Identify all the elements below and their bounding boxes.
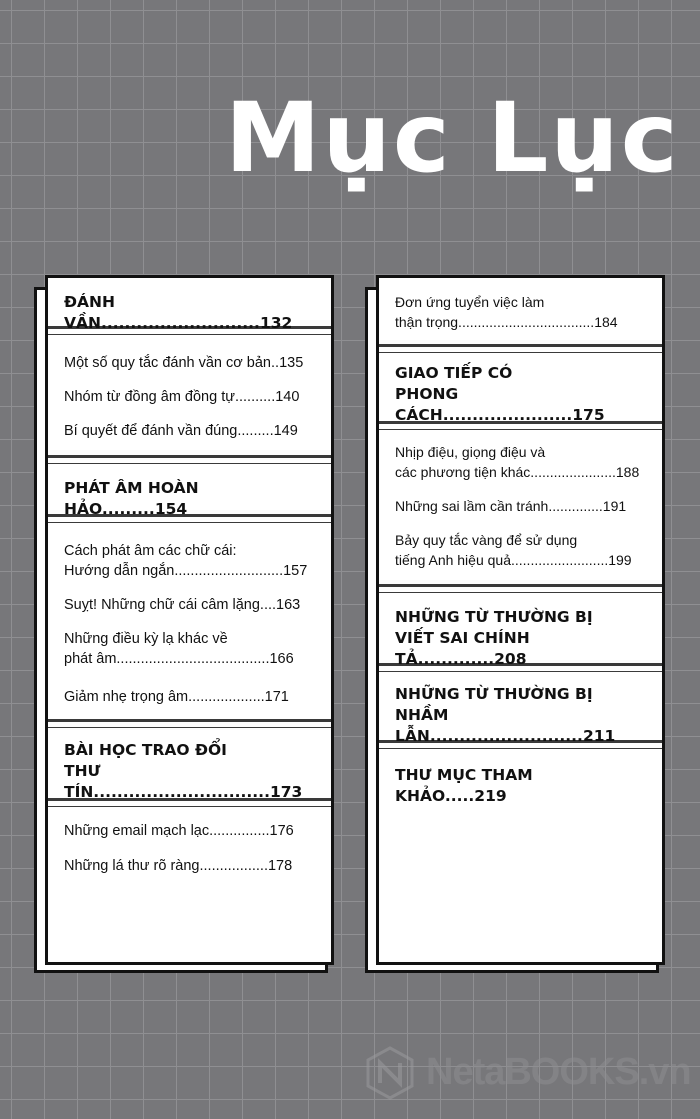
panel-body	[376, 275, 665, 965]
section-title: VIẾT SAI CHÍNH TẢ.............	[395, 629, 530, 668]
section-title: THƯ MỤC THAM KHẢO	[395, 766, 533, 805]
watermark	[362, 1045, 691, 1101]
leader-dots: .....	[444, 787, 475, 805]
page-number: 208	[494, 650, 527, 668]
page-number: 184	[594, 314, 618, 330]
section-title: THƯ TÍN..............................	[64, 762, 270, 801]
entry-text: Cách phát âm các chữ cái:	[64, 543, 237, 559]
section-title: PHONG CÁCH......................	[395, 385, 573, 424]
page-number: 140	[275, 389, 300, 405]
page-number: 149	[273, 423, 298, 439]
page-number: 154	[154, 500, 188, 518]
section-title: BÀI HỌC TRAO ĐỔI	[64, 741, 227, 759]
list-item[interactable]	[48, 373, 331, 407]
entry-text: Nhóm từ đồng âm đồng tự..........	[64, 389, 276, 405]
page-number: 211	[582, 727, 616, 745]
list-item[interactable]	[379, 516, 662, 584]
section-pronunciation[interactable]	[48, 464, 331, 518]
toc-panel-right	[365, 285, 665, 975]
list-item[interactable]	[48, 615, 331, 669]
panel-body	[45, 275, 334, 965]
list-item[interactable]	[379, 430, 662, 482]
section-title: NHỮNG TỪ THƯỜNG BỊ	[395, 608, 593, 626]
watermark-text: NetaBOOKS.vn	[426, 1051, 691, 1093]
list-item[interactable]	[48, 407, 331, 455]
divider	[48, 719, 331, 728]
section-confused[interactable]	[379, 672, 662, 745]
page-number: 166	[269, 651, 294, 667]
page-number: 163	[276, 597, 301, 613]
section-correspondence[interactable]	[48, 728, 331, 801]
page-number: 199	[608, 552, 632, 568]
entry-text: Những email mạch lạc...............	[64, 823, 270, 839]
leader-dots: ...........................	[100, 314, 260, 332]
entry-text: Nhịp điệu, giọng điệu và	[395, 444, 546, 460]
divider	[379, 344, 662, 353]
page-number: 171	[264, 689, 289, 705]
page-number: 178	[267, 858, 293, 874]
section-style[interactable]	[379, 353, 662, 424]
page-number: 132	[259, 314, 293, 332]
section-title: ĐÁNH VẦN	[64, 293, 115, 332]
toc-panel-left	[34, 285, 334, 975]
page-number: 173	[269, 783, 303, 801]
section-title: NHỮNG TỪ THƯỜNG BỊ	[395, 685, 593, 703]
section-misspelled[interactable]	[379, 593, 662, 668]
page-number: 188	[615, 464, 640, 480]
logo-icon	[362, 1045, 418, 1101]
page-number: 219	[474, 787, 507, 805]
page-number: 157	[283, 563, 308, 579]
divider	[379, 584, 662, 593]
leader-dots: .........	[101, 500, 155, 518]
list-item[interactable]	[48, 335, 331, 373]
entry-text: Bảy quy tắc vàng để sử dụng	[395, 532, 578, 548]
entry-text: Một số quy tắc đánh vần cơ bản..	[64, 355, 280, 371]
entry-text: Đơn ứng tuyển việc làm	[395, 294, 545, 310]
entry-text: các phương tiện khác......................	[395, 464, 616, 480]
list-item[interactable]	[48, 581, 331, 615]
entry-text: phát âm......................................	[64, 651, 270, 667]
section-title: GIAO TIẾP CÓ	[395, 364, 513, 382]
section-spelling[interactable]	[48, 278, 331, 332]
entry-text: Hướng dẫn ngắn...........................	[64, 563, 284, 579]
section-title: PHÁT ÂM HOÀN HẢO	[64, 479, 199, 518]
page-number: 175	[572, 406, 605, 424]
entry-text: thận trọng...................................	[395, 314, 595, 330]
entry-text: tiếng Anh hiệu quả.........................	[395, 552, 609, 568]
list-item[interactable]	[379, 278, 662, 344]
list-item[interactable]	[48, 841, 331, 876]
entry-text: Suỵt! Những chữ cái câm lặng....	[64, 597, 277, 613]
list-item[interactable]	[48, 669, 331, 719]
page-number: 135	[279, 355, 304, 371]
entry-text: Giảm nhẹ trọng âm...................	[64, 689, 265, 705]
section-bibliography[interactable]	[379, 749, 662, 807]
list-item[interactable]	[48, 807, 331, 841]
entry-text: Những điều kỳ lạ khác về	[64, 631, 228, 647]
page-number: 176	[269, 823, 294, 839]
entry-text: Những sai lầm cần tránh..............	[395, 498, 603, 514]
section-title: NHẦM LẪN..........................	[395, 706, 583, 745]
list-item[interactable]	[379, 482, 662, 516]
page-number: 191	[602, 498, 627, 514]
entry-text: Bí quyết để đánh vần đúng.........	[64, 423, 274, 439]
list-item[interactable]	[48, 523, 331, 581]
divider	[48, 455, 331, 464]
page-title: Mục Lục	[225, 82, 680, 194]
entry-text: Những lá thư rõ ràng.................	[64, 858, 268, 874]
